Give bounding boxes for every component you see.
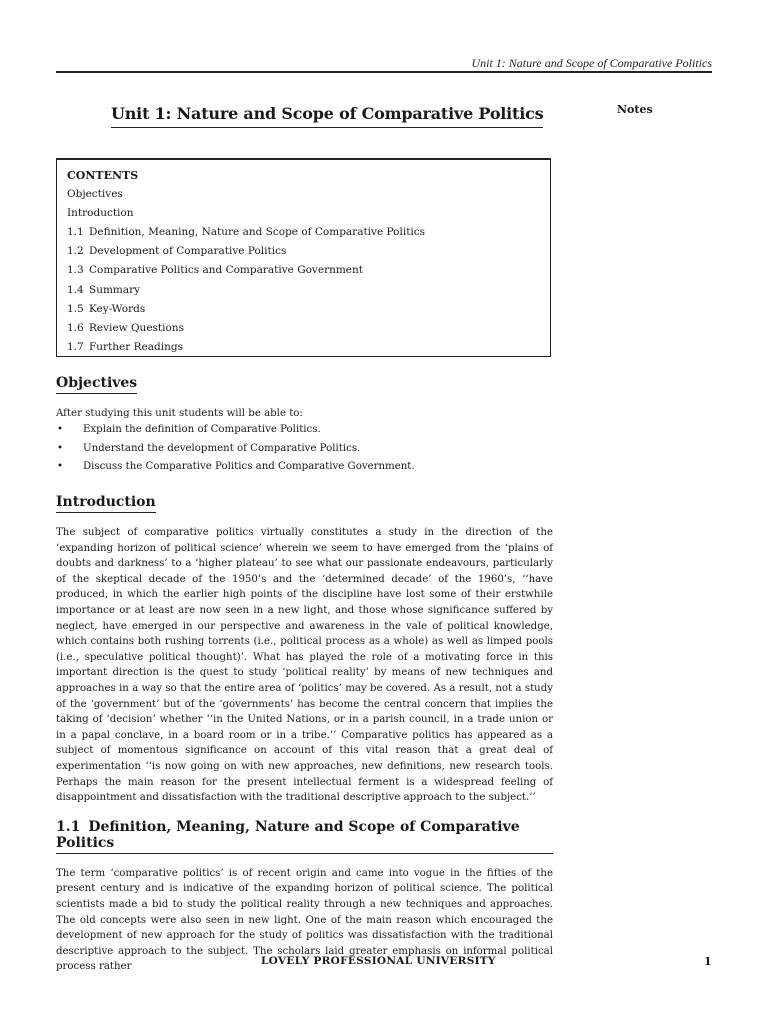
objectives-lead: After studying this unit students will be able to: (56, 408, 303, 419)
toc-item-1-2[interactable] (67, 242, 540, 261)
toc-label: Further Readings (89, 340, 183, 353)
section-title: Definition, Meaning, Nature and Scope of Comparative Politics (56, 818, 520, 851)
introduction-heading: Introduction (56, 494, 156, 513)
toc-number: 1.7 (67, 340, 84, 353)
objectives-list (56, 421, 553, 477)
toc-item-1-7[interactable] (67, 338, 540, 357)
section-number: 1.1 (56, 818, 81, 835)
bullet: • (57, 461, 64, 473)
bullet: • (57, 442, 64, 454)
contents-box (56, 158, 551, 357)
objectives-heading: Objectives (56, 375, 137, 394)
toc-label: Summary (89, 283, 141, 296)
page-number: 1 (704, 955, 712, 968)
toc-number: 1.2 (67, 245, 84, 258)
contents-heading: CONTENTS (67, 169, 139, 182)
toc-label: Comparative Politics and Comparative Government (89, 264, 363, 277)
toc-number: 1.5 (67, 302, 84, 315)
notes-label: Notes (617, 103, 653, 116)
main-content (56, 372, 553, 975)
toc-label: Key-Words (89, 302, 146, 315)
list-item (56, 440, 553, 459)
toc-label: Review Questions (89, 321, 184, 334)
toc-item-1-4[interactable] (67, 281, 540, 300)
toc-number: 1.6 (67, 321, 84, 334)
toc-label: Development of Comparative Politics (89, 245, 287, 258)
toc-item-1-1[interactable] (67, 223, 540, 242)
toc-number: 1.1 (67, 226, 84, 239)
toc-number: 1.4 (67, 283, 84, 296)
bullet: • (57, 424, 64, 435)
toc-label: Definition, Meaning, Nature and Scope of Comparative Politics (89, 226, 426, 239)
section-1-1-heading (56, 819, 553, 854)
running-head: Unit 1: Nature and Scope of Comparative Politics (471, 56, 712, 70)
toc-item-1-3[interactable] (67, 261, 540, 280)
list-item-text: Explain the definition of Comparative Politics. (83, 424, 321, 435)
unit-title: Unit 1: Nature and Scope of Comparative Politics (111, 104, 543, 128)
introduction-section (56, 491, 553, 806)
toc-item-1-6[interactable] (67, 319, 540, 338)
introduction-paragraph: The subject of comparative politics virtually constitutes a study in the direction of the ‘expanding horizon of political science’ wherein we seem to have emerged from the ‘plains of doubts and darkness’ to a ‘higher plateau’ to see what our passionate endeavours, particularly of the skeptical decade of the 1950’s and the ‘determined decade’ of the 1960’s, ‘‘have produced, in which the earlier high points of the discipline have lost some of their erstwhile importance or at least are now seen in a new light, and those whose significance suffered by neglect, have emerged in our perspective and awareness in the vale of political knowledge, which contains both rushing torrents (i.e., political process as a whole) as well as limped pools (i.e., speculative political thought)’. What has played the role of a motivating force in this important direction is the quest to study ‘political reality’ by means of new techniques and approaches in a way so that the entire area of ‘politics’ may be covered. As a result, not a study of the ‘government’ but of the ‘governments’ has become the central concern that implies the taking of ‘decision’ whether ‘‘in the United Nations, or in a parish council, in a trade union or in a papal conclave, in a board room or in a tribe.’’ Comparative politics has appeared as a subject of momentous significance on account of this vital reason that a great deal of experimentation ‘‘is now going on with new approaches, new definitions, new research tools. Perhaps the main reason for the present intellectual ferment is a widespread feeling of disappointment and dissatisfaction with the traditional descriptive approach to the subject.’’ (56, 527, 553, 804)
objectives-section (56, 372, 553, 477)
section-1-1 (56, 819, 553, 975)
list-item-text: Discuss the Comparative Politics and Comparative Government. (83, 461, 415, 473)
toc-item-1-5[interactable] (67, 300, 540, 319)
toc-number: 1.3 (67, 264, 84, 277)
list-item (56, 421, 553, 440)
list-item-text: Understand the development of Comparative Politics. (83, 442, 361, 454)
toc-item-objectives[interactable]: Objectives (67, 188, 123, 201)
footer-university: LOVELY PROFESSIONAL UNIVERSITY (261, 955, 496, 967)
toc-item-introduction[interactable]: Introduction (67, 207, 134, 220)
header-rule (56, 71, 712, 73)
list-item (56, 458, 553, 477)
section-1-1-paragraph: The term ‘comparative politics’ is of recent origin and came into vogue in the fifties of the present century and is indicative of the expanding horizon of political science. The political scientists made a bid to study the political reality through a new techniques and approaches. The old concepts were also seen in new light. One of the main reason which encouraged the development of new approach for the study of politics was dissatisfaction with the traditional descriptive approach to the subject. The scholars laid greater emphasis on informal political process rather (56, 867, 553, 973)
